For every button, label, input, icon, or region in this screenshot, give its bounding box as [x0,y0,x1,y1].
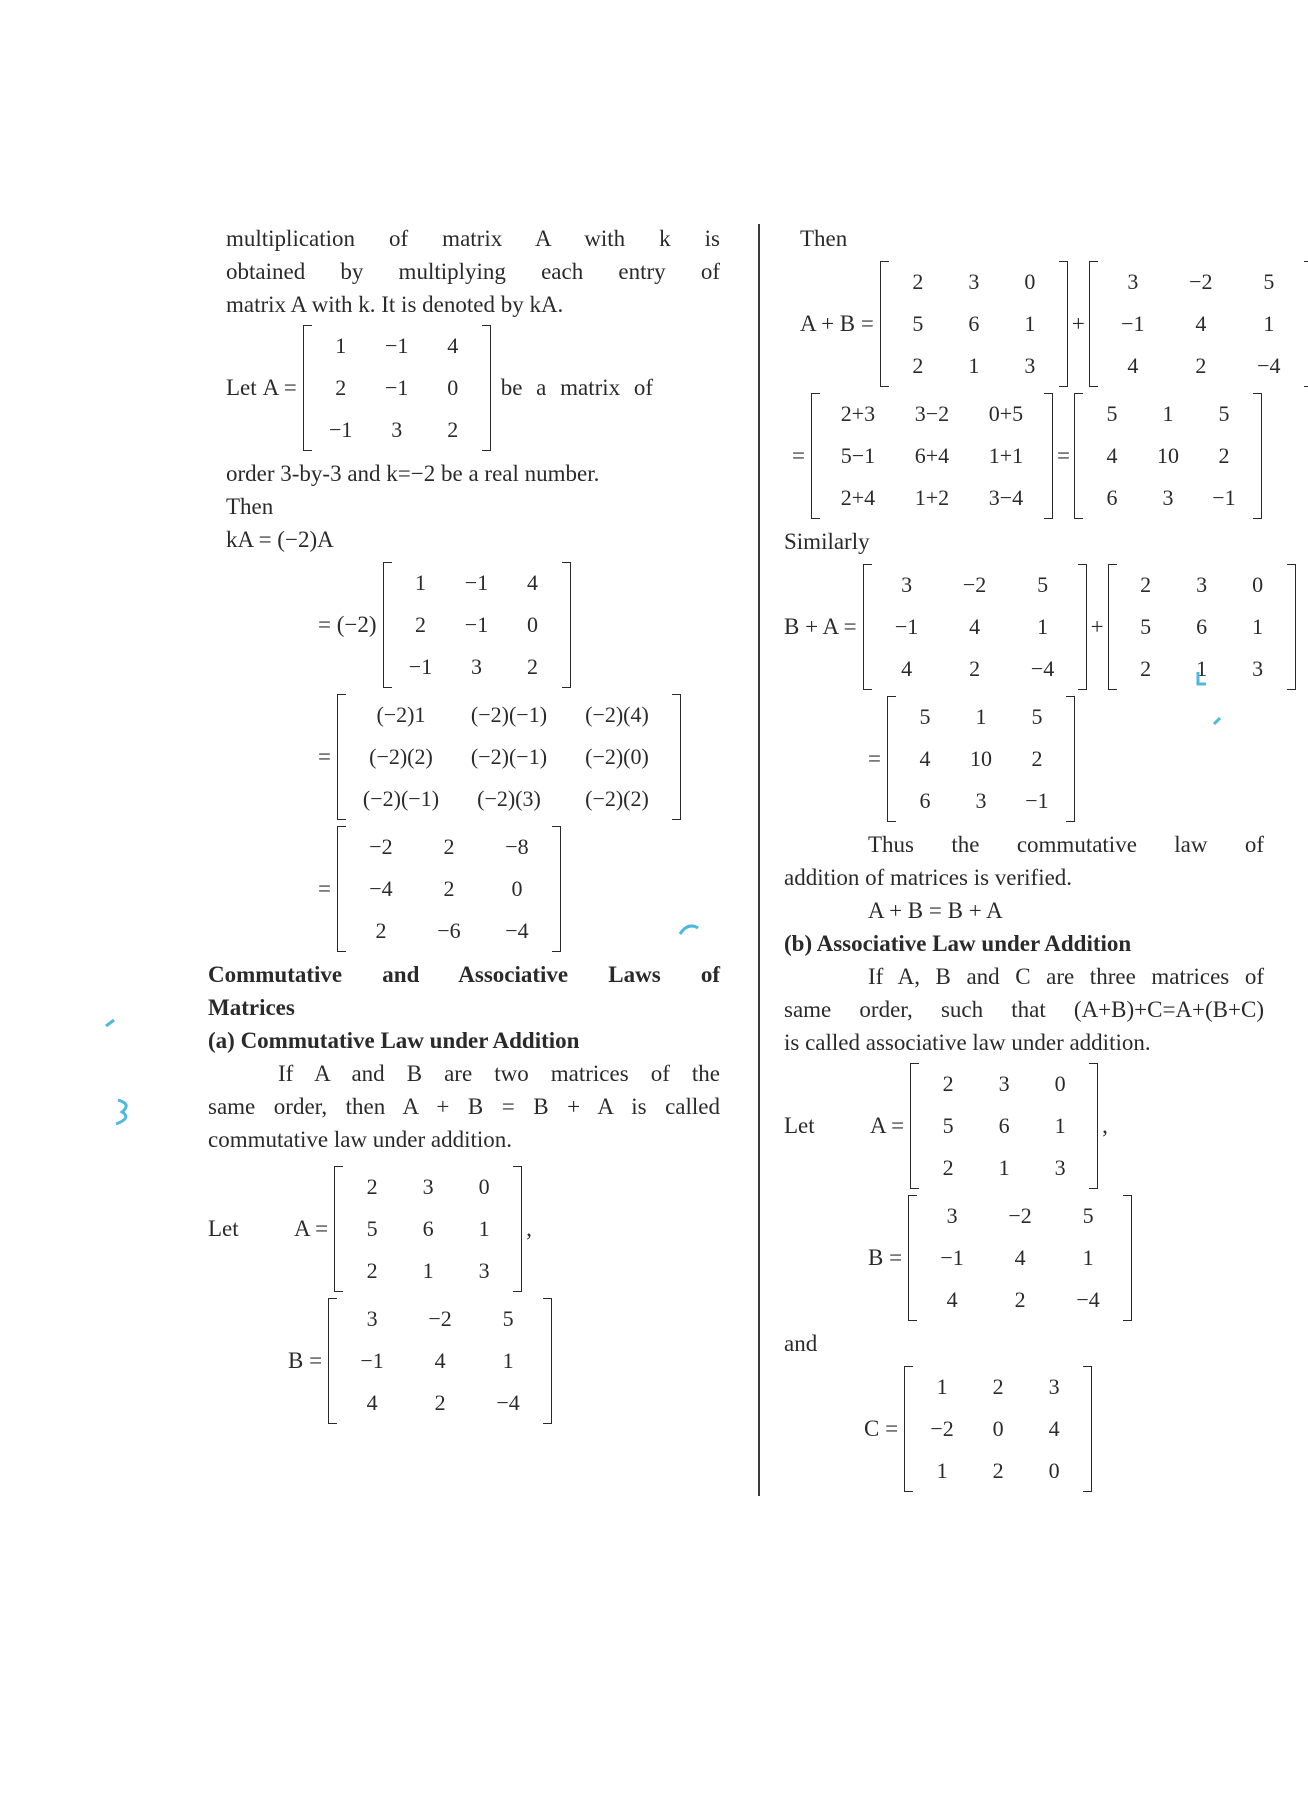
matrix-cell: 5 [912,311,924,336]
matrix-cell: 1+2 [914,485,950,510]
matrix-cell: 3 [1048,1374,1060,1399]
matrix-sum2 [887,696,1075,822]
pen-mark-icon [1186,664,1226,734]
matrix-cell: 2 [1195,353,1207,378]
a-plus-b-label: A + B = [800,311,874,336]
similarly-text: Similarly [784,529,870,554]
b-plus-a-label: B + A = [784,614,857,639]
matrix-cell: 0+5 [988,401,1024,426]
matrix-cell: −1 [464,612,489,637]
assoc-c-equation [784,1366,1264,1492]
matrix-a-assoc [910,1063,1098,1189]
matrix-cell: 6 [1196,614,1208,639]
comma: , [526,1216,532,1241]
matrix-cell: −1 [385,333,409,358]
a-label: A = [870,1113,905,1138]
matrix-cell: 3 [366,1306,378,1331]
matrix-cell: 5 [366,1216,378,1241]
matrix-cell: 3 [471,654,483,679]
assoc-line: is called associative law under addition. [784,1030,1151,1055]
matrix-cell: 3 [478,1258,490,1283]
matrix-cell: 5 [1031,704,1043,729]
matrix-cell: −6 [437,918,461,943]
laws-heading: Commutative and Associative Laws of [208,962,720,987]
matrix-cell: 4 [1106,443,1118,468]
matrix-cell: 2 [335,375,347,400]
intro-line: obtained by multiplying each entry of [226,259,720,284]
matrix-cell: 4 [1195,311,1207,336]
matrix-cell: 1 [478,1216,490,1241]
matrix-cell: 2+4 [840,485,876,510]
matrix-cell: 3 [1127,269,1139,294]
matrix-cell: 4 [1127,353,1139,378]
matrix-sum-expression [811,393,1053,519]
matrix-cell: 6 [1106,485,1118,510]
matrix-cell: −4 [1030,656,1055,681]
matrix-cell: 4 [919,746,931,771]
matrix-cell: 4 [901,656,913,681]
a-label: A = [294,1216,329,1241]
matrix-cell: 1 [968,353,980,378]
product-matrix-equation [226,694,720,820]
matrix-cell: −1 [1121,311,1145,336]
pen-mark-icon [100,1016,140,1136]
matrix-cell: 3 [1024,353,1036,378]
matrix-cell: 2 [443,876,455,901]
law-equation: A + B = B + A [868,898,1003,923]
commutative-paragraph [208,1057,720,1156]
matrix-cell: −1 [385,375,409,400]
matrix-cell: 6 [998,1113,1010,1138]
matrix-b-assoc [908,1195,1132,1321]
matrix-cell: 1 [975,704,987,729]
matrix-cell: 2 [1031,746,1043,771]
matrix-cell: 1 [1082,1245,1094,1270]
matrix-cell: 2+3 [840,401,876,426]
matrix-cell: 6 [422,1216,434,1241]
matrix-cell: 2 [992,1374,1004,1399]
let-label: Let [208,1216,239,1241]
matrix-cell: 2 [1014,1287,1026,1312]
be-matrix-text: be a matrix of [500,375,654,400]
matrix-cell: 2 [912,353,924,378]
matrix-cell: 0 [1252,572,1264,597]
matrix-cell: −4 [496,1390,520,1415]
matrix-cell: 4 [969,614,981,639]
neg2-eq: = (−2) [318,612,377,637]
matrix-cell: 2 [912,269,924,294]
let-label: Let [226,375,257,400]
matrix-a2 [334,1166,522,1292]
matrix-cell: (−2)(3) [477,786,541,811]
matrix-cell: 4 [527,570,539,595]
matrix-cell: 5 [502,1306,514,1331]
matrix-cell: −2 [428,1306,452,1331]
assoc-line: same order, such that (A+B)+C=A+(B+C) [784,997,1264,1022]
thus-line: addition of matrices is verified. [784,865,1073,890]
matrix-cell: −4 [1257,353,1281,378]
matrix-cell: 1 [1252,614,1264,639]
matrix-cell: 1 [1037,614,1049,639]
matrix-cell: −1 [329,417,353,442]
matrix-cell: 5 [1140,614,1152,639]
matrix-cell: 4 [447,333,459,358]
plus-sign: + [1090,614,1104,639]
a-plus-b-equation [800,261,1281,387]
matrix-products [337,694,681,820]
matrix-cell: 2 [942,1155,954,1180]
and-text: and [784,1331,818,1356]
matrix-cell: 6 [919,788,931,813]
matrix-cell: 1 [936,1374,948,1399]
b-label: B = [868,1245,903,1270]
matrix-cell: 5 [1218,401,1230,426]
matrix-cell: 1 [1196,656,1208,681]
matrix-cell: 3 [1252,656,1264,681]
matrix-cell: 0 [447,375,459,400]
comm-line: same order, then A + B = B + A is called [208,1094,720,1119]
matrix-cell: −1 [1212,485,1236,510]
matrix-cell: 1 [998,1155,1010,1180]
thus-paragraph [784,828,1264,894]
section-b-heading: (b) Associative Law under Addition [784,931,1132,956]
equals-sign: = [868,746,881,771]
matrix-cell: 3 [901,572,913,597]
column-divider [758,224,760,1496]
b-equation [208,1298,720,1424]
matrix-cell: 6 [968,311,980,336]
let-a-equation [226,325,720,451]
matrix-cell: −1 [940,1245,964,1270]
matrix-cell: 6+4 [914,443,950,468]
matrix-cell: (−2)(0) [585,744,649,769]
matrix-cell: 5 [942,1113,954,1138]
matrix-cell: 1 [422,1258,434,1283]
pen-mark-icon [676,920,706,940]
matrix-cell: 0 [1054,1071,1066,1096]
matrix-cell: (−2)1 [376,702,426,727]
matrix-cell: 2 [366,1258,378,1283]
matrix-cell: 10 [1156,443,1179,468]
sum-expression-equation [792,393,1264,519]
matrix-cell: (−2)(2) [585,786,649,811]
thus-line: Thus the commutative law of [868,832,1264,857]
matrix-cell: (−2)(2) [369,744,433,769]
matrix-cell: 5−1 [840,443,876,468]
matrix-cell: 2 [1140,572,1152,597]
matrix-cell: 3 [1054,1155,1066,1180]
matrix-cell: 1 [502,1348,514,1373]
then-text: Then [800,226,848,251]
equals-sign: = [1056,443,1070,468]
matrix-cell: 0 [1048,1458,1060,1483]
matrix-cell: 3 [422,1174,434,1199]
matrix-cell: 2 [942,1071,954,1096]
matrix-cell: 3−2 [914,401,950,426]
matrix-cell: −1 [464,570,489,595]
matrix-cell: −2 [1008,1203,1032,1228]
laws-heading-block [208,958,720,1424]
matrix-cell: 0 [527,612,539,637]
a-label: A = [262,375,297,400]
matrix-cell: −4 [505,918,529,943]
matrix-cell: 2 [434,1390,446,1415]
matrix-cell: 5 [919,704,931,729]
matrix-cell: 1 [1024,311,1036,336]
matrix-b-copy [863,564,1087,690]
matrix-cell: 3 [391,417,403,442]
matrix-cell: 3−4 [988,485,1024,510]
matrix-cell: 3 [1162,485,1174,510]
matrix-cell: (−2)(4) [585,702,649,727]
let-label: Let [784,1113,815,1138]
matrix-cell: (−2)(−1) [362,786,440,811]
matrix-cell: 2 [375,918,387,943]
equals-sign: = [318,744,331,769]
intro-line: matrix A with k. It is denoted by kA. [226,292,564,317]
matrix-a-copy [383,562,571,688]
matrix-cell: 5 [1263,269,1275,294]
matrix-b [328,1298,552,1424]
matrix-cell: 2 [969,656,981,681]
matrix-cell: −1 [408,654,433,679]
matrix-cell: 1 [335,333,347,358]
matrix-cell: 2 [1218,443,1230,468]
matrix-cell: 0 [1024,269,1036,294]
matrix-a [303,325,491,451]
matrix-cell: −2 [930,1416,954,1441]
matrix-b [1089,261,1308,387]
matrix-cell: 2 [1140,656,1152,681]
order-text: order 3-by-3 and k=−2 be a real number. [226,461,600,486]
matrix-cell: −1 [360,1348,384,1373]
let-a2-equation [208,1166,720,1292]
section-a-heading: (a) Commutative Law under Addition [208,1028,580,1053]
matrix-cell: −8 [505,834,529,859]
matrix-cell: 10 [969,746,992,771]
matrix-sum [1074,393,1262,519]
b-label: B = [288,1348,323,1373]
assoc-line: If A, B and C are three matrices of [868,964,1264,989]
matrix-cell: 3 [968,269,980,294]
matrix-cell: 1 [415,570,427,595]
matrix-cell: 3 [998,1071,1010,1096]
matrix-cell: 4 [946,1287,958,1312]
matrix-cell: (−2)(−1) [470,744,548,769]
matrix-cell: 5 [1082,1203,1094,1228]
ka-text: kA = (−2)A [226,527,334,552]
matrix-c [904,1366,1092,1492]
equals-sign: = [318,876,331,901]
matrix-cell: −2 [369,834,393,859]
comm-line: commutative law under addition. [208,1127,513,1152]
matrix-cell: 1 [1263,311,1275,336]
matrix-cell: −4 [1076,1287,1100,1312]
matrix-cell: 3 [946,1203,958,1228]
matrix-cell: 2 [992,1458,1004,1483]
plus-sign: + [1071,311,1085,336]
matrix-cell: 3 [1196,572,1208,597]
matrix-cell: 4 [366,1390,378,1415]
matrix-cell: −2 [1189,269,1213,294]
intro-paragraph [226,222,720,321]
then-text: Then [226,494,274,519]
matrix-cell: 2 [447,417,459,442]
matrix-cell: 2 [415,612,427,637]
result-matrix-equation [226,826,720,952]
matrix-cell: 0 [511,876,523,901]
assoc-b-equation [784,1195,1264,1321]
comma: , [1102,1113,1108,1138]
matrix-cell: 2 [366,1174,378,1199]
laws-heading-2: Matrices [208,995,295,1020]
matrix-cell: −2 [962,572,987,597]
matrix-result [337,826,561,952]
matrix-cell: −1 [1025,788,1049,813]
matrix-cell: 3 [975,788,987,813]
matrix-cell: 2 [527,654,539,679]
comm-line: If A and B are two matrices of the [278,1061,720,1086]
intro-line: multiplication of matrix A with k is [226,226,720,251]
matrix-cell: 0 [992,1416,1004,1441]
c-label: C = [864,1416,899,1441]
matrix-cell: 4 [434,1348,446,1373]
matrix-cell: −1 [894,614,919,639]
matrix-cell: −4 [369,876,393,901]
matrix-cell: (−2)(−1) [470,702,548,727]
ka-matrix-equation [226,562,720,688]
right-column [784,222,1281,1498]
matrix-cell: 4 [1048,1416,1060,1441]
matrix-cell: 1+1 [988,443,1024,468]
matrix-cell: 5 [1106,401,1118,426]
matrix-cell: 4 [1014,1245,1026,1270]
matrix-cell: 5 [1037,572,1049,597]
matrix-cell: 1 [1054,1113,1066,1138]
left-column [208,222,720,1430]
matrix-cell: 1 [1162,401,1174,426]
matrix-cell: 1 [936,1458,948,1483]
equals-sign: = [792,443,805,468]
assoc-let-a-equation [784,1063,1264,1189]
matrix-cell: 2 [443,834,455,859]
matrix-cell: 0 [478,1174,490,1199]
matrix-a [880,261,1068,387]
associative-paragraph [784,960,1264,1059]
